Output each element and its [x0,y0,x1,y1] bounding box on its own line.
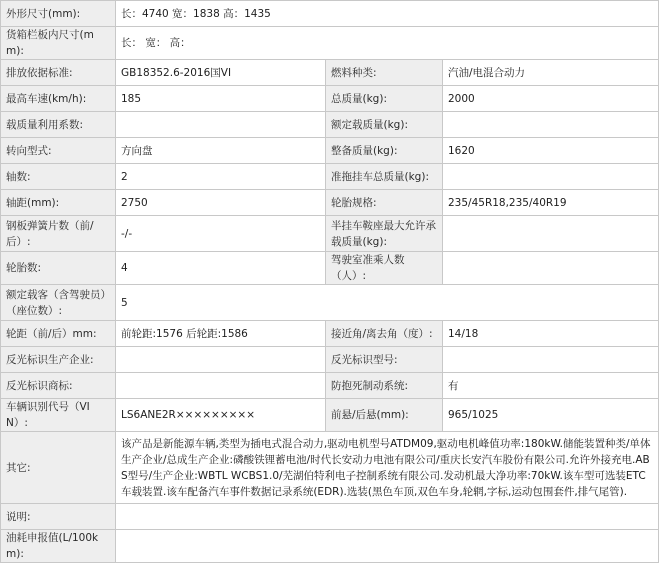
field-value: 5 [116,285,659,321]
field-value: 14/18 [443,321,659,347]
table-row [1,285,659,321]
field-value: 2000 [443,86,659,112]
field-label: 额定载客（含驾驶员）（座位数）: [1,285,116,321]
field-value: 2 [116,164,326,190]
field-value: LS6ANE2R××××××××× [116,399,326,432]
table-row [1,216,659,252]
field-value [443,164,659,190]
field-value: -/- [116,216,326,252]
field-label: 外形尺寸(mm): [1,1,116,27]
field-label: 整备质量(kg): [326,138,443,164]
field-value: 1620 [443,138,659,164]
field-label: 排放依据标准: [1,60,116,86]
table-row [1,347,659,373]
field-value: 方向盘 [116,138,326,164]
table-row [1,60,659,86]
field-label: 反光标识商标: [1,373,116,399]
field-label: 钢板弹簧片数（前/后）: [1,216,116,252]
table-row [1,373,659,399]
field-value [116,530,659,563]
field-label: 轴数: [1,164,116,190]
field-label: 油耗申报值(L/100km): [1,530,116,563]
field-value: 185 [116,86,326,112]
field-value: 235/45R18,235/40R19 [443,190,659,216]
table-row [1,321,659,347]
field-value: 汽油/电混合动力 [443,60,659,86]
field-label: 总质量(kg): [326,86,443,112]
table-row [1,112,659,138]
field-value: 长：4740 宽：1838 高：1435 [116,1,659,27]
field-label: 前悬/后悬(mm): [326,399,443,432]
field-value [443,252,659,285]
table-row [1,164,659,190]
table-row [1,86,659,112]
field-label: 轴距(mm): [1,190,116,216]
field-label: 最高车速(km/h): [1,86,116,112]
field-label: 轮胎数: [1,252,116,285]
table-row [1,399,659,432]
table-row [1,252,659,285]
field-value: GB18352.6-2016国VI [116,60,326,86]
table-row [1,1,659,27]
field-value [443,347,659,373]
field-label: 轮距（前/后）mm: [1,321,116,347]
field-label: 反光标识生产企业: [1,347,116,373]
field-value [116,504,659,530]
field-label: 接近角/离去角（度）: [326,321,443,347]
field-value: 长： 宽： 高： [116,27,659,60]
field-label: 反光标识型号: [326,347,443,373]
field-value [116,373,326,399]
field-label: 额定载质量(kg): [326,112,443,138]
field-label: 准拖挂车总质量(kg): [326,164,443,190]
field-value: 2750 [116,190,326,216]
table-row [1,432,659,504]
field-label: 转向型式: [1,138,116,164]
table-row [1,138,659,164]
field-label: 轮胎规格: [326,190,443,216]
field-value: 该产品是新能源车辆,类型为插电式混合动力,驱动电机型号ATDM09,驱动电机峰值功率:180kW.储能装置种类/单体生产企业/总成生产企业:磷酸铁锂蓄电池/时代长安动力电池有限公司/重庆长安汽车股份有限公司.允许外接充电.ABS型号/生产企业:WBTL WCBS1.0/芜湖伯特利电子控制系统有限公司.发动机最大净功率:70kW.该车型可选装ETC车载装置.该车配备汽车事件数据记录系统(EDR).选装(黑色车顶,双色车身,轮辋,字标,运动包围套件,排气尾管). [116,432,659,504]
field-value: 4 [116,252,326,285]
field-label: 防抱死制动系统: [326,373,443,399]
field-label: 货箱栏板内尺寸(mm): [1,27,116,60]
spec-table-body [1,1,659,563]
field-label: 其它: [1,432,116,504]
field-label: 半挂车鞍座最大允许承载质量(kg): [326,216,443,252]
field-label: 驾驶室准乘人数（人）: [326,252,443,285]
field-value: 有 [443,373,659,399]
table-row [1,530,659,563]
field-value: 965/1025 [443,399,659,432]
field-label: 燃料种类: [326,60,443,86]
field-value [116,347,326,373]
table-row [1,27,659,60]
table-row [1,190,659,216]
table-row [1,504,659,530]
field-value [443,112,659,138]
field-value [116,112,326,138]
field-label: 车辆识别代号（VIN）: [1,399,116,432]
field-label: 载质量利用系数: [1,112,116,138]
field-value: 前轮距:1576 后轮距:1586 [116,321,326,347]
field-value [443,216,659,252]
field-label: 说明: [1,504,116,530]
